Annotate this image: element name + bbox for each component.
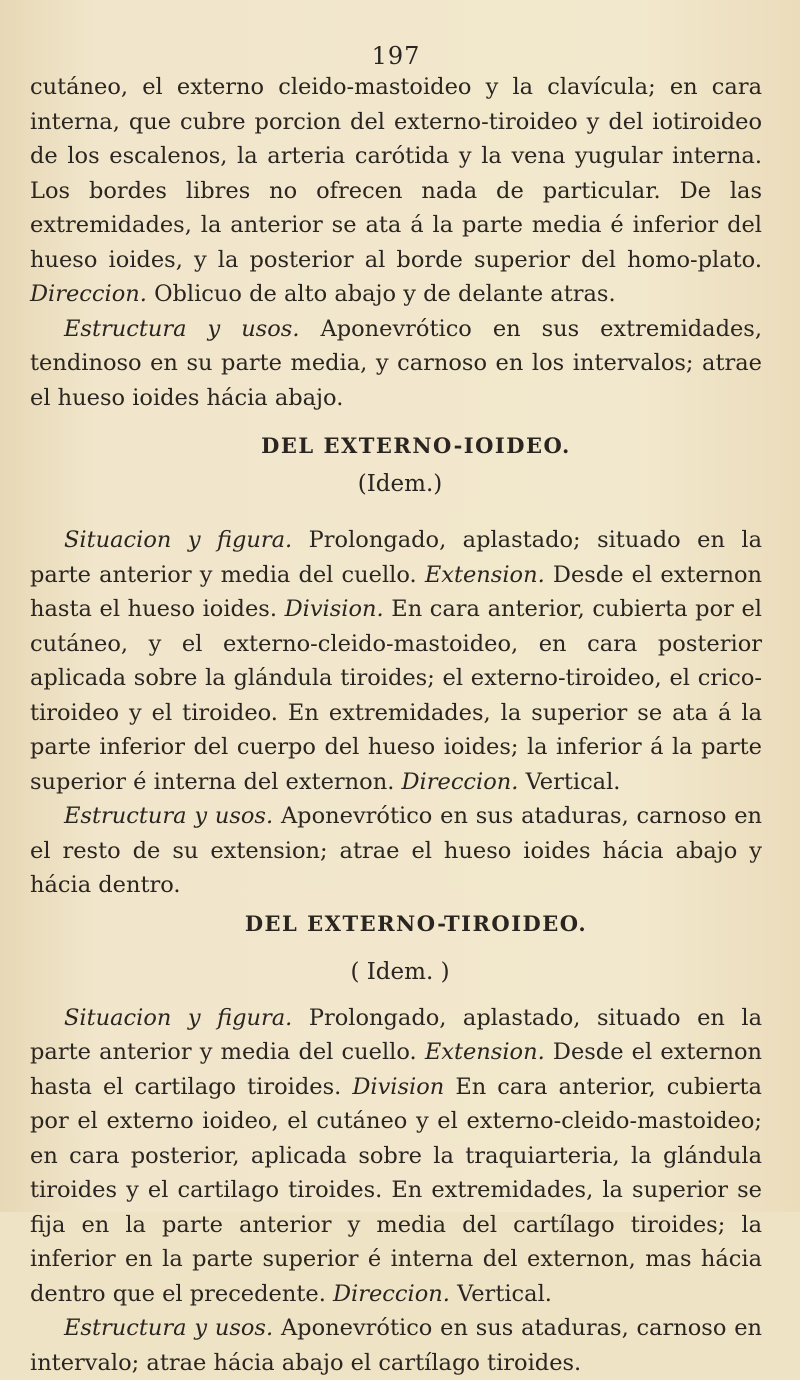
section-subheading: (Idem.): [357, 471, 443, 497]
paragraph-estructura: [30, 799, 762, 903]
direccion-label: Direccion.: [30, 281, 147, 307]
extension-text: Desde el externon hasta el cartilago tiroides.: [30, 1039, 763, 1100]
estructura-text: Aponevrótico en sus ataduras, carnoso en el resto de su extension; atrae el hueso ioides hácia abajo y hácia dentro.: [30, 803, 762, 898]
estructura-label: Estructura y usos.: [64, 803, 274, 829]
estructura-label: Estructura y usos.: [64, 315, 300, 342]
extension-text: Desde el externon hasta el hueso ioides.: [30, 561, 763, 622]
section-heading-externo-ioideo: DEL EXTERNO-IOIDEO.: [261, 433, 571, 458]
division-label: Division.: [284, 596, 384, 622]
extension-label: Extension.: [424, 1039, 545, 1065]
division-text: En cara anterior, cubierta por el cutáneo, y el externo-cleido-mastoideo, en cara posterior aplicada sobre la glándula tiroides; el externo-tiroideo, el crico-tiroideo y el tiroideo. En extremidades, la superior se ata á la parte inferior del cuerpo del hueso ioides; la inferior á la parte superior é interna del externon.: [30, 596, 763, 795]
estructura-label: Estructura y usos.: [64, 1315, 274, 1341]
direccion-text: Oblicuo de alto abajo y de delante atras.: [154, 281, 616, 307]
paragraph-situacion: [30, 1001, 762, 1312]
direccion-text: Vertical.: [525, 768, 621, 795]
paragraph-text: cutáneo, el externo cleido-mastoideo y la clavícula; en cara interna, que cubre porcion del externo-tiroideo y del iotiroideo de los escalenos, la arteria carótida y la vena yugular interna. Los bordes libres no ofrecen nada de particular. De las extremidades, la anterior se ata á la parte media é inferior del hueso ioides, y la posterior al borde superior del homo-plato.: [30, 74, 762, 273]
page-number: 197: [371, 42, 421, 70]
estructura-text: Aponevrótico en sus extremidades, tendinoso en su parte media, y carnoso en los intervalos; atrae el hueso ioides hácia abajo.: [30, 315, 763, 411]
situacion-text: Prolongado, aplastado, situado en la parte anterior y media del cuello.: [30, 1004, 762, 1065]
division-label: Division: [352, 1073, 445, 1100]
paragraph-estructura: [30, 312, 762, 416]
paragraph-situacion: [30, 523, 762, 799]
situacion-label: Situacion y figura.: [64, 1004, 293, 1031]
situacion-text: Prolongado, aplastado; situado en la parte anterior y media del cuello.: [30, 527, 762, 588]
estructura-text: Aponevrótico en sus ataduras, carnoso en intervalo; atrae hácia abajo el cartílago tiroides.: [30, 1315, 762, 1376]
extension-label: Extension.: [424, 561, 545, 588]
paragraph-continued: [30, 70, 762, 312]
direccion-label: Direccion.: [333, 1280, 450, 1307]
section-subheading: ( Idem. ): [350, 958, 450, 985]
section-heading-externo-tiroideo: DEL EXTERNO-TIROIDEO.: [244, 910, 588, 936]
situacion-label: Situacion y figura.: [64, 527, 293, 553]
division-text: En cara anterior, cubierta por el externo ioideo, el cutáneo y el externo-cleido-mastoideo; en cara posterior, aplicada sobre la traquiarteria, la glándula tiroides y el cartilago tiroides. En extremidades, la superior se fija en la parte anterior y media del cartílago tiroides; la inferior en la parte superior é interna del externon, mas hácia dentro que el precedente.: [30, 1073, 762, 1307]
direccion-label: Direccion.: [401, 768, 519, 795]
direccion-text: Vertical.: [457, 1280, 552, 1307]
paragraph-estructura: [30, 1311, 762, 1380]
